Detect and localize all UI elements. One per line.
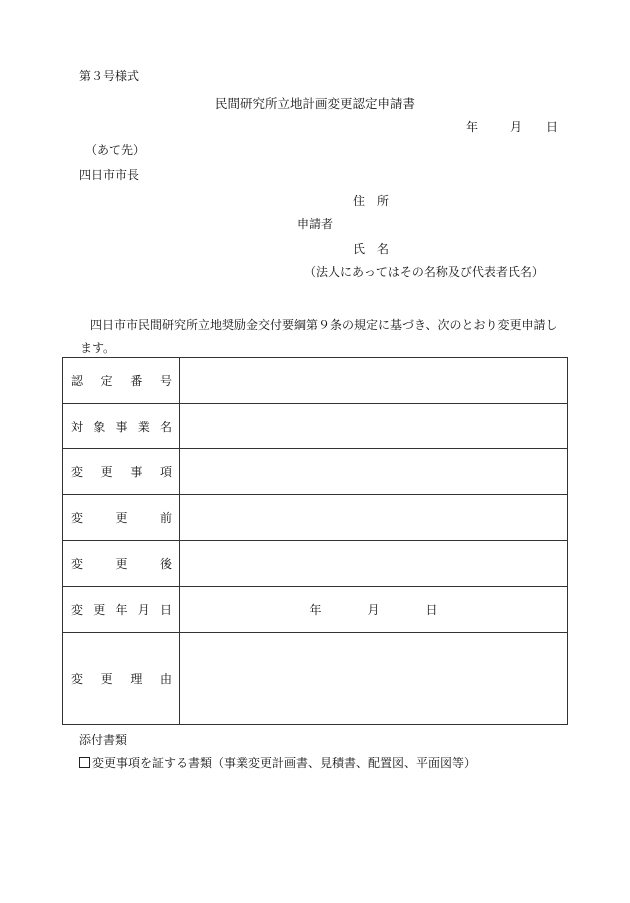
row-label <box>63 495 180 541</box>
label-char: 由 <box>159 672 172 686</box>
label-char: 変 <box>71 672 84 686</box>
label-char: 更 <box>115 511 128 525</box>
row-label <box>63 633 180 725</box>
form-number: 第３号様式 <box>79 69 140 83</box>
table-row <box>63 587 568 633</box>
label-char: 番 <box>130 374 143 388</box>
change-date-month: 月 <box>367 603 380 617</box>
attachments-title: 添付書類 <box>79 733 128 747</box>
table-row <box>63 404 568 449</box>
label-char: 月 <box>137 603 150 617</box>
table-row <box>63 495 568 541</box>
row-label <box>63 541 180 587</box>
label-char: 前 <box>159 511 172 525</box>
label-char: 更 <box>115 557 128 571</box>
document-title: 民間研究所立地計画変更認定申請書 <box>214 96 415 111</box>
addressee-label: （あて先） <box>85 143 146 157</box>
label-char: 更 <box>100 465 113 479</box>
label-char: 号 <box>159 374 172 388</box>
label-char: 変 <box>71 557 84 571</box>
label-char: 項 <box>159 465 172 479</box>
label-char: 業 <box>137 419 150 434</box>
change-reason-field[interactable] <box>180 633 568 725</box>
table-row <box>63 358 568 404</box>
addressee-recipient: 四日市市長 <box>79 168 140 182</box>
row-label <box>63 404 180 449</box>
application-statement: 四日市市民間研究所立地奨励金交付要綱第９条の規定に基づき、次のとおり変更申請します。 <box>80 318 558 355</box>
attachment-item-label: 変更事項を証する書類（事業変更計画書、見積書、配置図、平面図等） <box>92 756 477 770</box>
label-char: 理 <box>130 672 143 686</box>
label-char: 変 <box>71 511 84 525</box>
project-name-field[interactable] <box>180 404 568 449</box>
name-label: 氏 名 <box>353 242 390 256</box>
label-char: 象 <box>93 419 106 434</box>
after-change-field[interactable] <box>180 541 568 587</box>
certification-number-field[interactable] <box>180 358 568 404</box>
row-label <box>63 449 180 495</box>
checkbox[interactable] <box>79 757 90 768</box>
attachment-item <box>79 754 476 771</box>
label-char: 事 <box>115 419 128 434</box>
label-char: 対 <box>71 419 84 434</box>
date-year: 年 <box>466 120 479 134</box>
label-char: 名 <box>159 419 172 434</box>
change-date-year: 年 <box>309 603 322 617</box>
label-char: 事 <box>130 465 143 479</box>
row-label <box>63 358 180 404</box>
label-char: 定 <box>100 374 113 388</box>
date-month: 月 <box>510 120 523 134</box>
corporate-note: （法人にあってはその名称及び代表者氏名） <box>304 265 544 279</box>
label-char: 更 <box>93 603 106 617</box>
change-items-field[interactable] <box>180 449 568 495</box>
table-row <box>63 541 568 587</box>
label-char: 後 <box>159 557 172 571</box>
address-label: 住 所 <box>353 194 390 208</box>
table-row <box>63 449 568 495</box>
row-label <box>63 587 180 633</box>
label-char: 更 <box>100 672 113 686</box>
label-char: 年 <box>115 603 128 617</box>
label-char: 日 <box>159 603 172 617</box>
label-char: 認 <box>71 374 84 388</box>
before-change-field[interactable] <box>180 495 568 541</box>
label-char: 変 <box>71 465 84 479</box>
date-day: 日 <box>546 120 559 134</box>
change-date-day: 日 <box>425 603 438 617</box>
change-date-field[interactable] <box>180 587 568 633</box>
change-application-table <box>62 357 568 725</box>
table-row <box>63 633 568 725</box>
applicant-label: 申請者 <box>297 217 334 231</box>
submission-date-line <box>466 118 558 135</box>
label-char: 変 <box>71 603 84 617</box>
